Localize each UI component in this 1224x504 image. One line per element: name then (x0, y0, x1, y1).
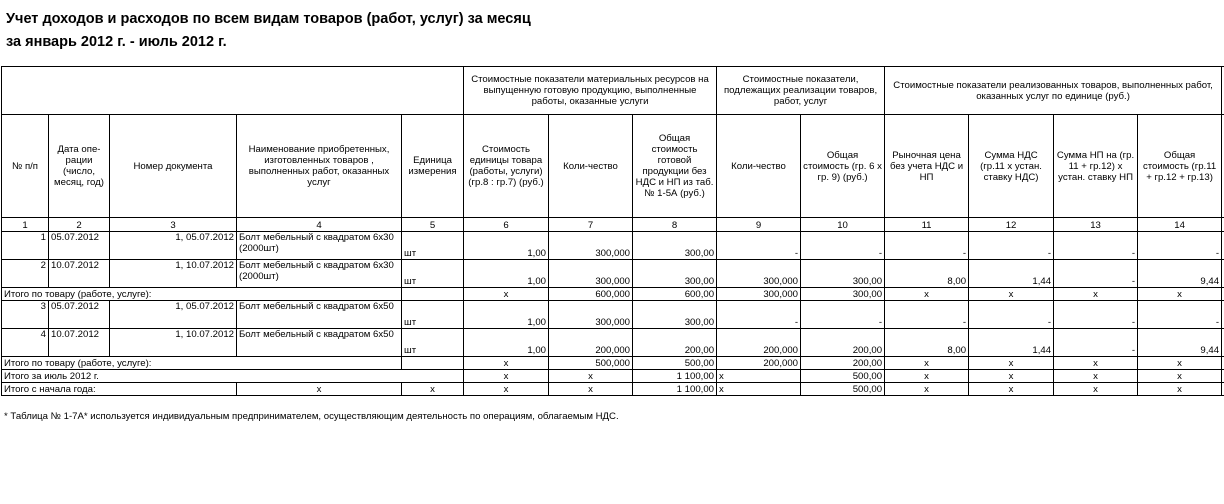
column-header: Общая стоимость готовой продукции без НДС и НП из таб. № 1-5А (руб.) (633, 115, 717, 218)
cell-10: - (801, 232, 885, 260)
cell-6: 1,00 (464, 301, 549, 329)
column-header: Сумма НП на (гр. 11 + гр.12) х устан. ставку НП (1054, 115, 1138, 218)
cell-8: 600,00 (633, 288, 717, 301)
cell-8: 300,00 (633, 232, 717, 260)
column-header: Рыночная цена без учета НДС и НП (885, 115, 969, 218)
group-header-row (2, 67, 1224, 115)
cell-11: х (885, 357, 969, 370)
report-title: Учет доходов и расходов по всем видам товаров (работ, услуг) за месяц (6, 11, 531, 27)
footnote: * Таблица № 1-7А* используется индивидуальным предпринимателем, осуществляющим деятельность по операциям, облагаемым НДС. (4, 411, 619, 422)
group-header-sold: Стоимостные показатели реализованных товаров, выполненных работ, оказанных услуг по единице (руб.) (885, 67, 1222, 115)
cell-10: 500,00 (801, 370, 885, 383)
cell-10: 500,00 (801, 383, 885, 396)
cell-7: 600,000 (549, 288, 633, 301)
column-number: 4 (237, 218, 402, 232)
cell-6: 1,00 (464, 232, 549, 260)
row-number: 2 (2, 260, 49, 288)
cell-13: - (1054, 301, 1138, 329)
cell-13: х (1054, 357, 1138, 370)
product-name: Болт мебельный с квадратом 6х30 (2000шт) (237, 260, 402, 288)
group-header-materials: Стоимостные показатели материальных ресурсов на выпущенную готовую продукцию, выполненные работы, оказанные услуги (464, 67, 717, 115)
cell-14: х (1138, 288, 1222, 301)
cell-14: - (1138, 232, 1222, 260)
document-number: 1, 05.07.2012 (110, 232, 237, 260)
group-header-to-sell: Стоимостные показатели, подлежащих реализации товаров, работ, услуг (717, 67, 885, 115)
column-header: Коли-чество (717, 115, 801, 218)
month-total-row (2, 370, 1224, 383)
cell-13: х (1054, 370, 1138, 383)
cell-14: х (1138, 370, 1222, 383)
cell-13: - (1054, 260, 1138, 288)
cell-10: 300,00 (801, 260, 885, 288)
cell-6: х (464, 383, 549, 396)
table-row (2, 232, 1224, 260)
cell-8: 300,00 (633, 260, 717, 288)
column-number: 5 (402, 218, 464, 232)
cell-6: 1,00 (464, 260, 549, 288)
cell-13: - (1054, 329, 1138, 357)
column-number: 6 (464, 218, 549, 232)
subtotal-label: Итого по товару (работе, услуге): (2, 357, 402, 370)
column-header: Дата опе-рации (число, месяц, год) (49, 115, 110, 218)
cell-12: х (969, 370, 1054, 383)
cell-14: х (1138, 357, 1222, 370)
column-header: Общая стоимость (гр. 6 х гр. 9) (руб.) (801, 115, 885, 218)
cell-13: х (1054, 288, 1138, 301)
column-number: 11 (885, 218, 969, 232)
cell-10: - (801, 301, 885, 329)
cell-12: - (969, 232, 1054, 260)
operation-date: 05.07.2012 (49, 301, 110, 329)
operation-date: 05.07.2012 (49, 232, 110, 260)
column-header: Коли-чество (549, 115, 633, 218)
cell-12: х (969, 357, 1054, 370)
cell-8: 1 100,00 (633, 370, 717, 383)
cell-12: х (969, 383, 1054, 396)
column-header-row (2, 115, 1224, 218)
cell-7: 300,000 (549, 260, 633, 288)
unit: шт (402, 301, 464, 329)
row-number: 1 (2, 232, 49, 260)
cell-14: 9,44 (1138, 260, 1222, 288)
row-number: 3 (2, 301, 49, 329)
cell-11: х (885, 383, 969, 396)
year-total-label: Итого с начала года: (2, 383, 237, 396)
cell-9: 300,000 (717, 288, 801, 301)
column-header: Единица измерения (402, 115, 464, 218)
product-name: Болт мебельный с квадратом 6х50 (237, 329, 402, 357)
cell-8: 500,00 (633, 357, 717, 370)
column-header: Номер документа (110, 115, 237, 218)
cell-6: х (464, 370, 549, 383)
cell-7: 300,000 (549, 232, 633, 260)
cell-9: - (717, 232, 801, 260)
year-total-row (2, 383, 1224, 396)
column-number: 12 (969, 218, 1054, 232)
cell-9: 200,000 (717, 329, 801, 357)
cell-9: 300,000 (717, 260, 801, 288)
unit: шт (402, 329, 464, 357)
column-number: 13 (1054, 218, 1138, 232)
column-number: 9 (717, 218, 801, 232)
cell-7: х (549, 370, 633, 383)
cell-7: 300,000 (549, 301, 633, 329)
cell-9: х (717, 370, 801, 383)
document-number: 1, 10.07.2012 (110, 329, 237, 357)
cell-14: х (1138, 383, 1222, 396)
subtotal-row (2, 357, 1224, 370)
column-number-row (2, 218, 1224, 232)
cell-11: 8,00 (885, 260, 969, 288)
row-number: 4 (2, 329, 49, 357)
cell-10: 300,00 (801, 288, 885, 301)
column-number: 8 (633, 218, 717, 232)
cell-12: - (969, 301, 1054, 329)
column-header: Общая стоимость (гр.11 + гр.12 + гр.13) (1138, 115, 1222, 218)
column-number: 3 (110, 218, 237, 232)
cell-8: 200,00 (633, 329, 717, 357)
cell-6: 1,00 (464, 329, 549, 357)
cell-4: х (237, 383, 402, 396)
column-number: 7 (549, 218, 633, 232)
column-number: 1 (2, 218, 49, 232)
document-number: 1, 10.07.2012 (110, 260, 237, 288)
column-header: Наименование приобретенных, изготовленных товаров , выполненных работ, оказанных услуг (237, 115, 402, 218)
product-name: Болт мебельный с квадратом 6х30 (2000шт) (237, 232, 402, 260)
unit: шт (402, 260, 464, 288)
group-header-blank (2, 67, 464, 115)
cell-7: 200,000 (549, 329, 633, 357)
column-number: 10 (801, 218, 885, 232)
cell-8: 1 100,00 (633, 383, 717, 396)
cell-12: 1,44 (969, 329, 1054, 357)
income-expense-table (1, 66, 1224, 396)
column-number: 2 (49, 218, 110, 232)
cell-11: х (885, 370, 969, 383)
cell-8: 300,00 (633, 301, 717, 329)
subtotal-row (2, 288, 1224, 301)
product-name: Болт мебельный с квадратом 6х50 (237, 301, 402, 329)
cell-7: х (549, 383, 633, 396)
cell-12: х (969, 288, 1054, 301)
report-period: за январь 2012 г. - июль 2012 г. (6, 34, 227, 50)
table-row (2, 301, 1224, 329)
table-row (2, 329, 1224, 357)
cell-9: х (717, 383, 801, 396)
cell-11: - (885, 301, 969, 329)
cell-6: х (464, 288, 549, 301)
cell-11: х (885, 288, 969, 301)
cell-14: - (1138, 301, 1222, 329)
cell-14: 9,44 (1138, 329, 1222, 357)
cell-13: х (1054, 383, 1138, 396)
cell-10: 200,00 (801, 329, 885, 357)
cell-11: - (885, 232, 969, 260)
column-header: № п/п (2, 115, 49, 218)
month-total-label: Итого за июль 2012 г. (2, 370, 464, 383)
cell-12: 1,44 (969, 260, 1054, 288)
operation-date: 10.07.2012 (49, 260, 110, 288)
column-number: 14 (1138, 218, 1222, 232)
cell-11: 8,00 (885, 329, 969, 357)
subtotal-label: Итого по товару (работе, услуге): (2, 288, 402, 301)
cell-9: - (717, 301, 801, 329)
operation-date: 10.07.2012 (49, 329, 110, 357)
table-row (2, 260, 1224, 288)
cell-5: х (402, 383, 464, 396)
cell-6: х (464, 357, 549, 370)
document-number: 1, 05.07.2012 (110, 301, 237, 329)
unit: шт (402, 232, 464, 260)
cell-7: 500,000 (549, 357, 633, 370)
column-header: Сумма НДС (гр.11 х устан. ставку НДС) (969, 115, 1054, 218)
cell-9: 200,000 (717, 357, 801, 370)
cell-13: - (1054, 232, 1138, 260)
cell-10: 200,00 (801, 357, 885, 370)
column-header: Стоимость единицы товара (работы, услуги) (гр.8 : гр.7) (руб.) (464, 115, 549, 218)
